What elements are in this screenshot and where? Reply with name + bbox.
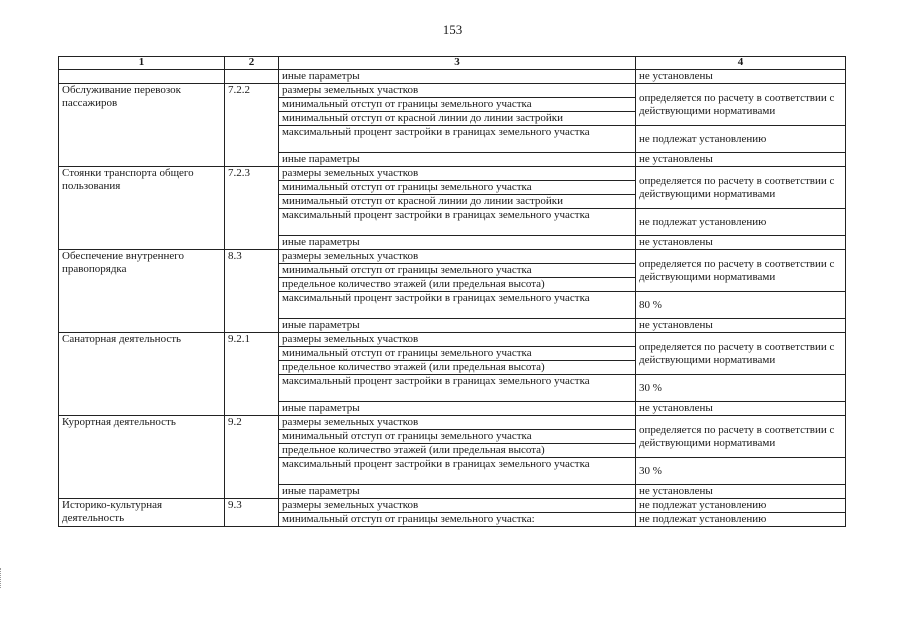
value-cell: не подлежат установлению xyxy=(636,499,846,513)
activity-code-cell: 9.3 xyxy=(225,499,279,527)
activity-code-cell: 9.2 xyxy=(225,416,279,499)
parameter-cell: предельное количество этажей (или предельная высота) xyxy=(279,444,636,458)
table-row xyxy=(59,499,846,513)
activity-code-cell: 7.2.3 xyxy=(225,167,279,250)
parameter-cell: максимальный процент застройки в границах земельного участка xyxy=(279,375,636,402)
parameter-cell: предельное количество этажей (или предельная высота) xyxy=(279,278,636,292)
parameter-cell: иные параметры xyxy=(279,153,636,167)
value-cell: не установлены xyxy=(636,319,846,333)
value-cell: 30 % xyxy=(636,375,846,402)
activity-name-cell: Обеспечение внутреннего правопорядка xyxy=(59,250,225,333)
header-col-3: 3 xyxy=(279,57,636,70)
parameter-cell: иные параметры xyxy=(279,319,636,333)
parameter-cell: минимальный отступ от границы земельного участка xyxy=(279,430,636,444)
parameter-cell: предельное количество этажей (или предельная высота) xyxy=(279,361,636,375)
parameter-cell: иные параметры xyxy=(279,402,636,416)
parameter-cell: минимальный отступ от красной линии до линии застройки xyxy=(279,195,636,209)
parameter-cell: иные параметры xyxy=(279,70,636,84)
regulations-table xyxy=(58,56,846,527)
activity-name-cell: Курортная деятельность xyxy=(59,416,225,499)
parameter-cell: иные параметры xyxy=(279,236,636,250)
activity-code-cell: 7.2.2 xyxy=(225,84,279,167)
value-cell: 80 % xyxy=(636,292,846,319)
activity-name-cell xyxy=(59,70,225,84)
activity-name-cell: Санаторная деятельность xyxy=(59,333,225,416)
value-cell: не подлежат установлению xyxy=(636,126,846,153)
value-cell: определяется по расчету в соответствии с действующими нормативами xyxy=(636,416,846,458)
table-row xyxy=(59,167,846,181)
parameter-cell: минимальный отступ от границы земельного участка: xyxy=(279,513,636,527)
parameter-cell: размеры земельных участков xyxy=(279,84,636,98)
page-number: 153 xyxy=(442,22,463,37)
parameter-cell: максимальный процент застройки в границах земельного участка xyxy=(279,126,636,153)
value-cell: определяется по расчету в соответствии с действующими нормативами xyxy=(636,167,846,209)
activity-code-cell: 9.2.1 xyxy=(225,333,279,416)
table-header-row xyxy=(59,57,846,70)
value-cell: определяется по расчету в соответствии с действующими нормативами xyxy=(636,84,846,126)
value-cell: не установлены xyxy=(636,485,846,499)
value-cell: определяется по расчету в соответствии с действующими нормативами xyxy=(636,250,846,292)
activity-name-cell: Историко-культурная деятельность xyxy=(59,499,225,527)
table-row xyxy=(59,416,846,430)
table-row xyxy=(59,333,846,347)
parameter-cell: максимальный процент застройки в границах земельного участка xyxy=(279,292,636,319)
scan-edge-mark xyxy=(0,568,7,588)
table-row xyxy=(59,70,846,84)
value-cell: не подлежат установлению xyxy=(636,209,846,236)
table-row xyxy=(59,84,846,98)
value-cell: 30 % xyxy=(636,458,846,485)
activity-code-cell: 8.3 xyxy=(225,250,279,333)
parameter-cell: минимальный отступ от границы земельного участка xyxy=(279,98,636,112)
parameter-cell: размеры земельных участков xyxy=(279,499,636,513)
value-cell: не подлежат установлению xyxy=(636,513,846,527)
parameter-cell: размеры земельных участков xyxy=(279,416,636,430)
parameter-cell: иные параметры xyxy=(279,485,636,499)
value-cell: не установлены xyxy=(636,70,846,84)
parameter-cell: минимальный отступ от границы земельного участка xyxy=(279,181,636,195)
activity-name-cell: Обслуживание перевозок пассажиров xyxy=(59,84,225,167)
parameter-cell: минимальный отступ от границы земельного участка xyxy=(279,347,636,361)
value-cell: не установлены xyxy=(636,236,846,250)
parameter-cell: размеры земельных участков xyxy=(279,250,636,264)
value-cell: не установлены xyxy=(636,402,846,416)
header-col-1: 1 xyxy=(59,57,225,70)
table-row xyxy=(59,250,846,264)
value-cell: определяется по расчету в соответствии с действующими нормативами xyxy=(636,333,846,375)
parameter-cell: максимальный процент застройки в границах земельного участка xyxy=(279,209,636,236)
parameter-cell: минимальный отступ от красной линии до линии застройки xyxy=(279,112,636,126)
activity-code-cell xyxy=(225,70,279,84)
header-col-2: 2 xyxy=(225,57,279,70)
parameter-cell: размеры земельных участков xyxy=(279,167,636,181)
value-cell: не установлены xyxy=(636,153,846,167)
parameter-cell: максимальный процент застройки в границах земельного участка xyxy=(279,458,636,485)
parameter-cell: размеры земельных участков xyxy=(279,333,636,347)
parameter-cell: минимальный отступ от границы земельного участка xyxy=(279,264,636,278)
activity-name-cell: Стоянки транспорта общего пользования xyxy=(59,167,225,250)
header-col-4: 4 xyxy=(636,57,846,70)
